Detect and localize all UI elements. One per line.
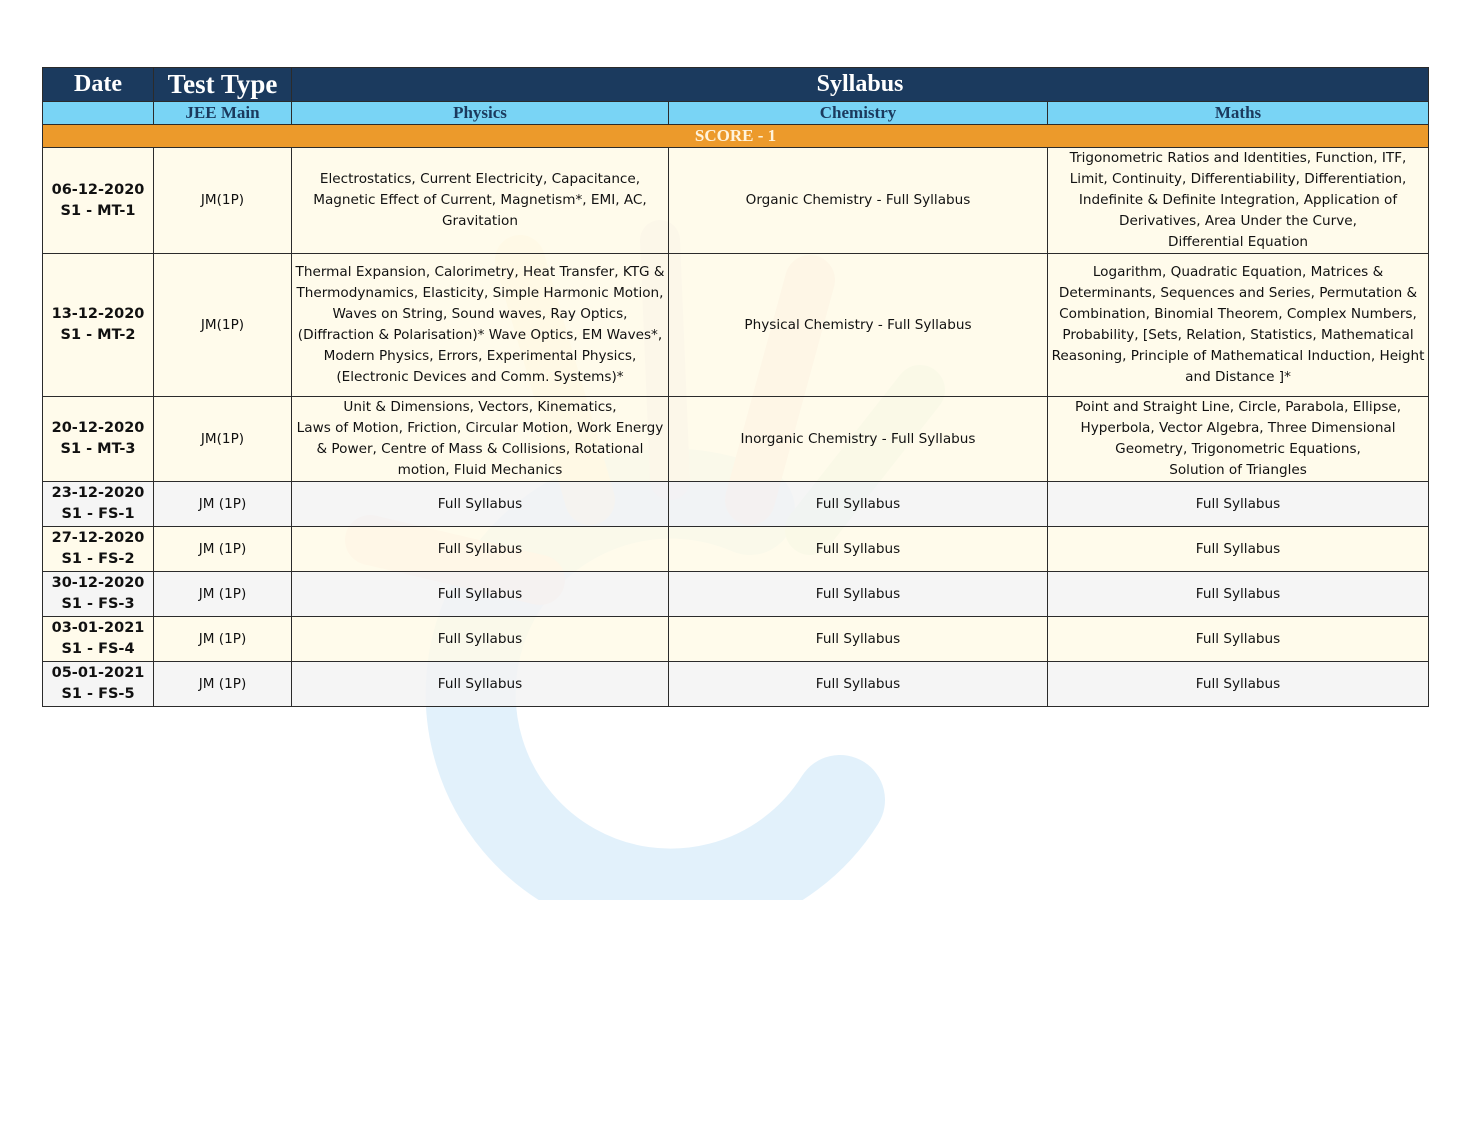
date-value: 06-12-2020: [51, 181, 145, 198]
table-row: [43, 617, 1429, 662]
physics-cell: Full Syllabus: [292, 482, 669, 527]
section-title: SCORE - 1: [43, 125, 1429, 148]
maths-cell: Full Syllabus: [1048, 527, 1429, 572]
date-cell: [43, 617, 154, 662]
table-row: [43, 254, 1429, 397]
date-cell: [43, 662, 154, 707]
date-subheader: [43, 102, 154, 125]
date-cell: [43, 148, 154, 254]
physics-cell: Full Syllabus: [292, 662, 669, 707]
table-row: [43, 482, 1429, 527]
test-code: S1 - MT-3: [60, 441, 136, 457]
test-type-cell: JM(1P): [154, 148, 292, 254]
date-header: Date: [43, 68, 154, 102]
physics-header: Physics: [292, 102, 669, 125]
maths-cell: Full Syllabus: [1048, 662, 1429, 707]
maths-cell: Point and Straight Line, Circle, Parabola, Ellipse, Hyperbola, Vector Algebra, Three Dimensional Geometry, Trigonometric Equations, Solution of Triangles: [1048, 397, 1429, 482]
test-code: S1 - MT-2: [60, 327, 136, 343]
physics-cell: Electrostatics, Current Electricity, Capacitance, Magnetic Effect of Current, Magnetism*, EMI, AC, Gravitation: [292, 148, 669, 254]
chemistry-cell: Organic Chemistry - Full Syllabus: [669, 148, 1048, 254]
chemistry-cell: Full Syllabus: [669, 617, 1048, 662]
subheader-row: [43, 102, 1429, 125]
maths-cell: Logarithm, Quadratic Equation, Matrices & Determinants, Sequences and Series, Permutation & Combination, Binomial Theorem, Complex Numbers, Probability, [Sets, Relation, Statistics, Mathematical Reasoning, Principle of Mathematical Induction, Height and Distance ]*: [1048, 254, 1429, 397]
physics-cell: Full Syllabus: [292, 572, 669, 617]
table-row: [43, 148, 1429, 254]
maths-header: Maths: [1048, 102, 1429, 125]
test-type-cell: JM(1P): [154, 397, 292, 482]
section-row: [43, 125, 1429, 148]
maths-cell: Full Syllabus: [1048, 617, 1429, 662]
physics-cell: Thermal Expansion, Calorimetry, Heat Transfer, KTG & Thermodynamics, Elasticity, Simple Harmonic Motion, Waves on String, Sound waves, Ray Optics, (Diffraction & Polarisation)* Wave Optics, EM Waves*, Modern Physics, Errors, Experimental Physics, (Electronic Devices and Comm. Systems)*: [292, 254, 669, 397]
table-row: [43, 527, 1429, 572]
maths-cell: Trigonometric Ratios and Identities, Function, ITF, Limit, Continuity, Differentiability, Differentiation, Indefinite & Definite Integration, Application of Derivatives, Area Under the Curve, Differential Equation: [1048, 148, 1429, 254]
test-type-cell: JM (1P): [154, 482, 292, 527]
chemistry-cell: Full Syllabus: [669, 662, 1048, 707]
table-row: [43, 397, 1429, 482]
date-value: 03-01-2021: [51, 620, 145, 636]
date-value: 23-12-2020: [51, 485, 145, 501]
chemistry-cell: Full Syllabus: [669, 482, 1048, 527]
test-code: S1 - FS-3: [61, 596, 135, 612]
maths-cell: Full Syllabus: [1048, 482, 1429, 527]
date-cell: [43, 527, 154, 572]
test-code: S1 - MT-1: [60, 202, 136, 219]
test-type-cell: JM (1P): [154, 662, 292, 707]
table-row: [43, 572, 1429, 617]
table-row: [43, 662, 1429, 707]
physics-cell: Full Syllabus: [292, 527, 669, 572]
test-type-header: Test Type: [154, 68, 292, 102]
chemistry-header: Chemistry: [669, 102, 1048, 125]
test-code: S1 - FS-4: [61, 641, 135, 657]
date-cell: [43, 254, 154, 397]
test-code: S1 - FS-5: [61, 686, 135, 702]
physics-cell: Unit & Dimensions, Vectors, Kinematics, Laws of Motion, Friction, Circular Motion, Work Energy & Power, Centre of Mass & Collisions, Rotational motion, Fluid Mechanics: [292, 397, 669, 482]
date-cell: [43, 572, 154, 617]
date-value: 05-01-2021: [51, 665, 145, 681]
maths-cell: Full Syllabus: [1048, 572, 1429, 617]
physics-cell: Full Syllabus: [292, 617, 669, 662]
chemistry-cell: Inorganic Chemistry - Full Syllabus: [669, 397, 1048, 482]
test-type-cell: JM (1P): [154, 527, 292, 572]
date-cell: [43, 397, 154, 482]
test-type-cell: JM(1P): [154, 254, 292, 397]
date-value: 13-12-2020: [51, 306, 145, 322]
chemistry-cell: Physical Chemistry - Full Syllabus: [669, 254, 1048, 397]
chemistry-cell: Full Syllabus: [669, 572, 1048, 617]
test-type-cell: JM (1P): [154, 572, 292, 617]
test-code: S1 - FS-1: [61, 506, 135, 522]
date-value: 20-12-2020: [51, 420, 145, 436]
syllabus-table: [42, 67, 1429, 707]
date-value: 30-12-2020: [51, 575, 145, 591]
date-value: 27-12-2020: [51, 530, 145, 546]
test-type-cell: JM (1P): [154, 617, 292, 662]
header-row: [43, 68, 1429, 102]
test-code: S1 - FS-2: [61, 551, 135, 567]
syllabus-header: Syllabus: [292, 68, 1429, 102]
date-cell: [43, 482, 154, 527]
chemistry-cell: Full Syllabus: [669, 527, 1048, 572]
exam-subheader: JEE Main: [154, 102, 292, 125]
